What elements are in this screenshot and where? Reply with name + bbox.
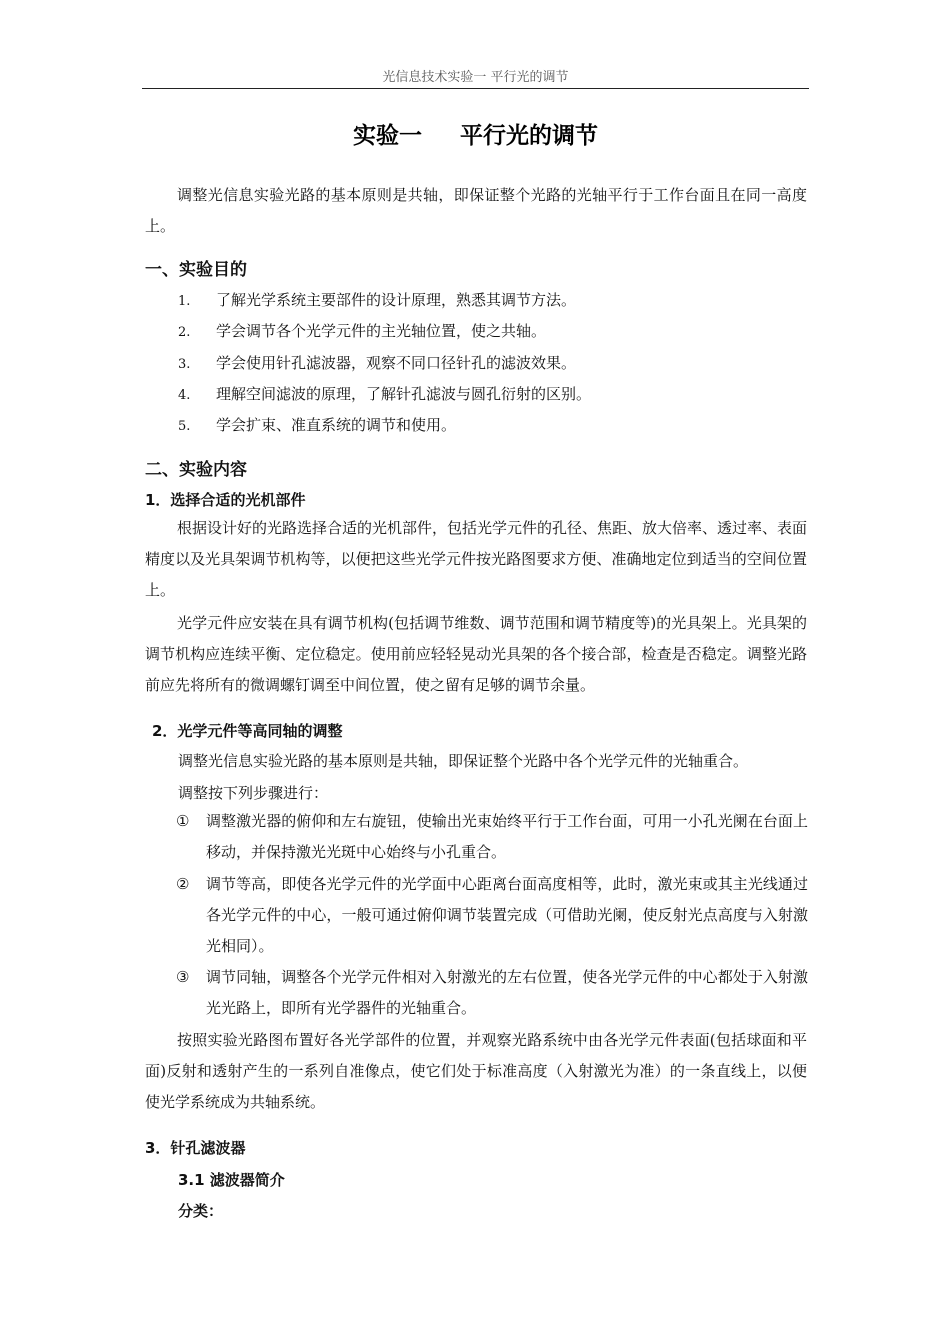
goal-text: 学会扩束、准直系统的调节和使用。 — [216, 416, 457, 434]
title-part2: 平行光的调节 — [460, 123, 598, 149]
goal-item — [178, 320, 546, 341]
goal-text: 学会调节各个光学元件的主光轴位置，使之共轴。 — [216, 322, 547, 340]
subsection2-heading: 2．光学元件等高同轴的调整 — [152, 722, 343, 740]
header-rule — [142, 88, 809, 89]
subsection1-heading: 1．选择合适的光机部件 — [145, 491, 306, 509]
goal-item — [178, 352, 576, 373]
step-item — [176, 806, 808, 868]
subsection3-1-heading: 3.1 滤波器简介 — [178, 1171, 285, 1189]
goal-item — [178, 289, 576, 310]
step-marker: ① — [176, 812, 190, 830]
goal-number: 5. — [178, 419, 191, 434]
goal-number: 2. — [178, 325, 191, 340]
step-item — [176, 962, 808, 1024]
goal-text: 学会使用针孔滤波器，观察不同口径针孔的滤波效果。 — [216, 354, 577, 372]
step-text: 调节同轴，调整各个光学元件相对入射激光的左右位置，使各光学元件的中心都处于入射激光光路上，即所有光学器件的光轴重合。 — [206, 968, 808, 1017]
step-text: 调整激光器的俯仰和左右旋钮，使输出光束始终平行于工作台面，可用一小孔光阑在台面上移动，并保持激光光斑中心始终与小孔重合。 — [206, 812, 808, 861]
step-marker: ② — [176, 875, 190, 893]
section2-heading: 二、实验内容 — [145, 460, 247, 480]
goal-number: 4. — [178, 388, 191, 403]
running-header: 光信息技术实验一 平行光的调节 — [382, 70, 569, 85]
classification-label: 分类： — [178, 1202, 224, 1220]
goal-item — [178, 383, 591, 404]
subsection2-line1: 调整光信息实验光路的基本原则是共轴，即保证整个光路中各个光学元件的光轴重合。 — [178, 752, 749, 770]
subsection2-line2: 调整按下列步骤进行： — [178, 784, 329, 802]
goal-number: 1. — [178, 294, 191, 309]
goal-text: 理解空间滤波的原理，了解针孔滤波与圆孔衍射的区别。 — [216, 385, 592, 403]
goal-item — [178, 414, 456, 435]
subsection3-heading: 3．针孔滤波器 — [145, 1139, 246, 1157]
subsection1-paragraph1: 根据设计好的光路选择合适的光机部件，包括光学元件的孔径、焦距、放大倍率、透过率、表面精度以及光具架调节机构等，以便把这些光学元件按光路图要求方便、准确地定位到适当的空间位置上。 — [145, 519, 808, 599]
step-marker: ③ — [176, 968, 190, 986]
subsection2-closing: 按照实验光路图布置好各光学部件的位置，并观察光路系统中由各光学元件表面(包括球面和平面)反射和透射产生的一系列自准像点，使它们处于标准高度（入射激光为准）的一条直线上，以便使光学系统成为共轴系统。 — [145, 1031, 807, 1111]
intro-paragraph: 调整光信息实验光路的基本原则是共轴，即保证整个光路的光轴平行于工作台面且在同一高度上。 — [145, 186, 807, 235]
section1-heading: 一、实验目的 — [145, 260, 247, 280]
step-item — [176, 869, 808, 962]
goal-number: 3. — [178, 357, 191, 372]
step-text: 调节等高，即使各光学元件的光学面中心距离台面高度相等，此时，激光束或其主光线通过各光学元件的中心，一般可通过俯仰调节装置完成（可借助光阑，使反射光点高度与入射激光相同）。 — [206, 875, 808, 955]
page-title — [142, 117, 809, 150]
subsection1-paragraph2: 光学元件应安装在具有调节机构(包括调节维数、调节范围和调节精度等)的光具架上。光具架的调节机构应连续平衡、定位稳定。使用前应轻轻晃动光具架的各个接合部，检查是否稳定。调整光路前应先将所有的微调螺钉调至中间位置，使之留有足够的调节余量。 — [145, 614, 807, 694]
title-part1: 实验一 — [353, 123, 422, 149]
goal-text: 了解光学系统主要部件的设计原理，熟悉其调节方法。 — [216, 291, 577, 309]
